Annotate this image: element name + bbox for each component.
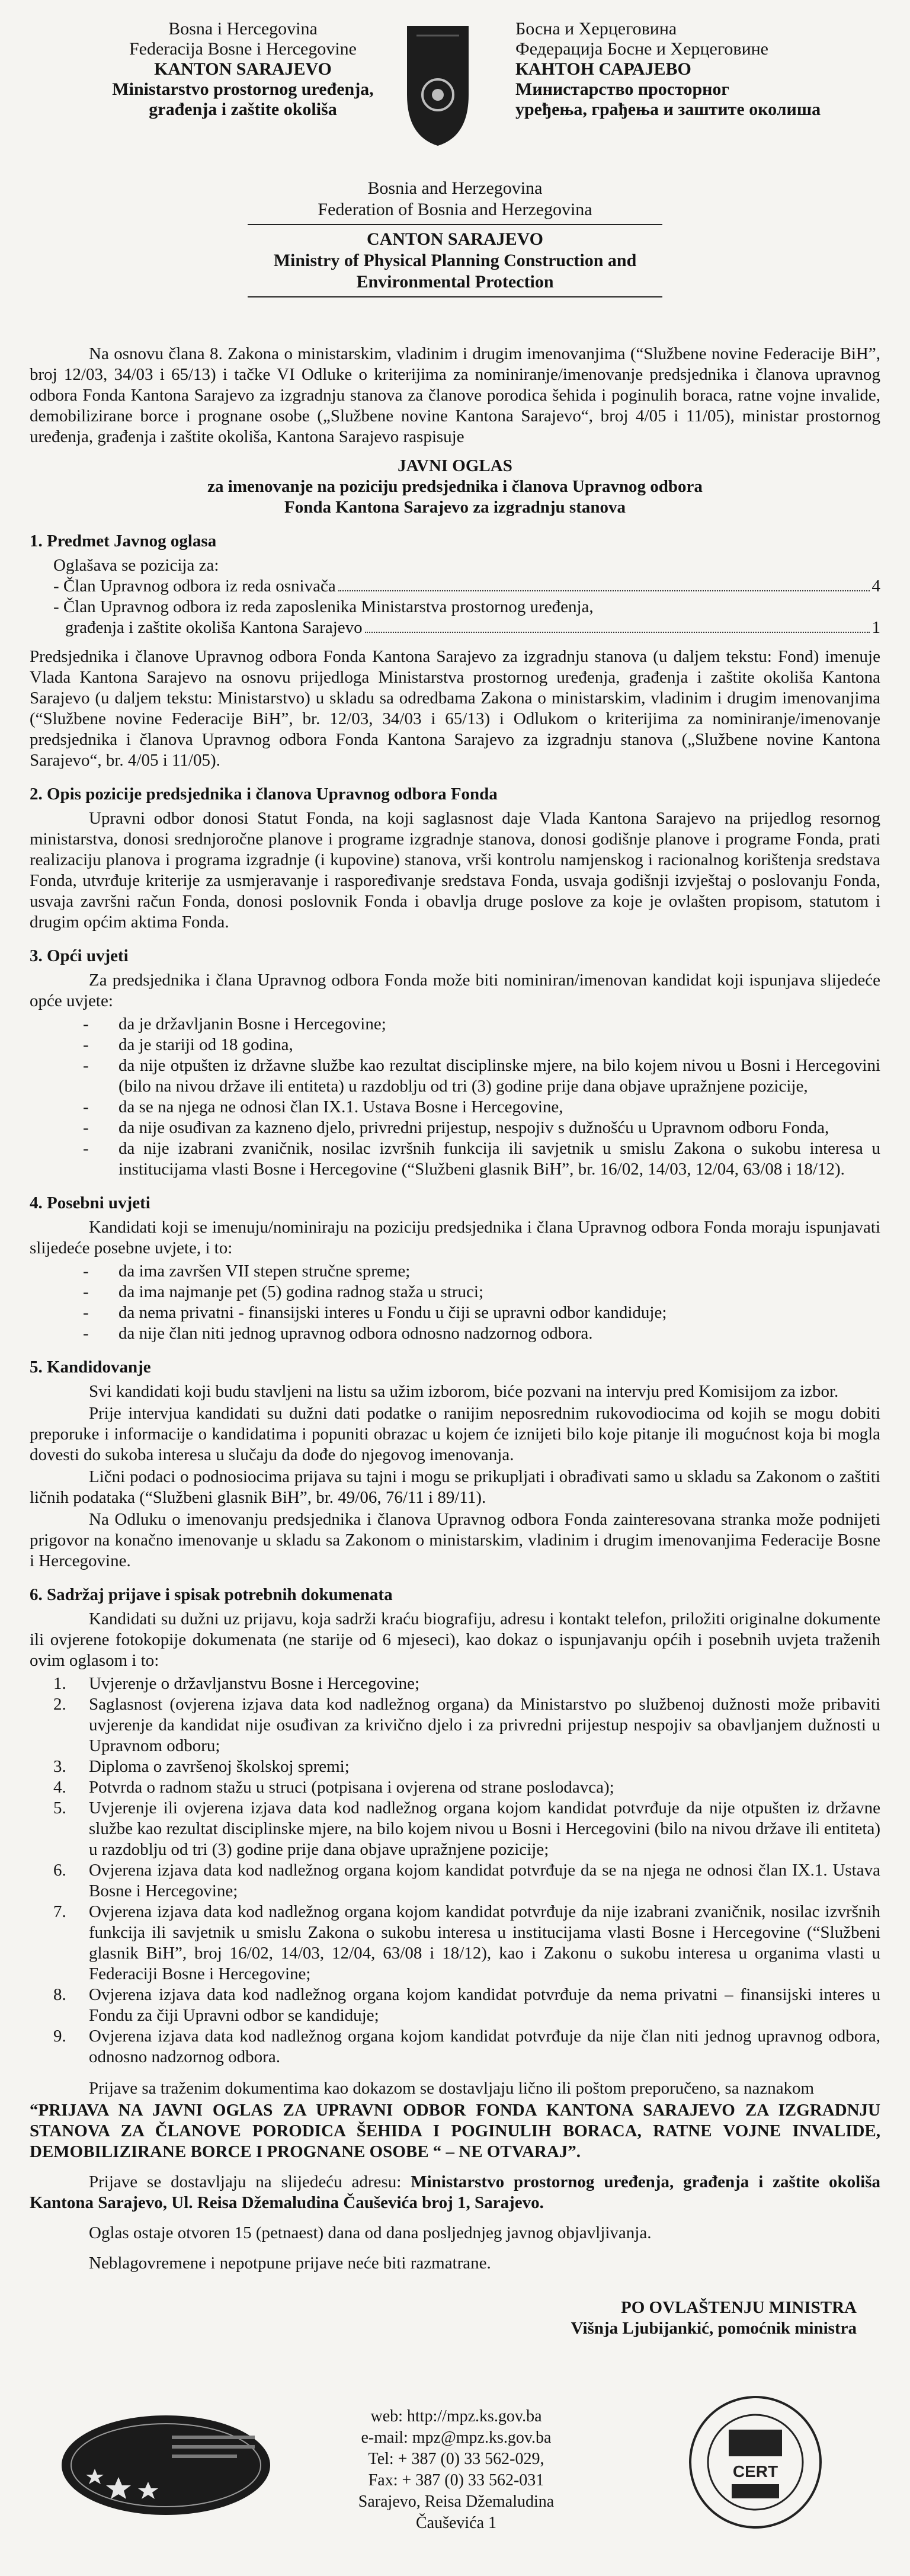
position-item — [53, 576, 880, 597]
divider — [248, 224, 662, 225]
notice-title-line: Fonda Kantona Sarajevo za izgradnju stanova — [284, 498, 626, 517]
section-paragraph: Predsjednika i članove Upravnog odbora Fonda Kantona Sarajevo za izgradnju stanova (u daljem tekstu: Fond) imenuje Vlada Kantona Sarajevo na osnovu prijedloga Ministarstva prostornog uređenja, građenja i zaštite okoliša Kantona Sarajevo (u daljem tekstu: Ministarstvo) u skladu sa odredbama Zakona o ministarskim, vladinim i drugim imenovanjima (“Službene novine Federacije BiH”, br. 12/03, 34/03 i 65/13) i Odlukom o kriterijima za nominiranje/imenovanje predsjednika i članova Upravnog odbora Fonda Kantona Sarajevo za izgradnju stanova („Službene novine Kantona Sarajevo“, br. 4/05 i 11/05). — [30, 647, 880, 770]
section-heading: 6. Sadržaj prijave i spisak potrebnih dokumenata — [30, 1585, 393, 1604]
header-line: КАНТОН САРАЈЕВО — [515, 59, 691, 79]
header-line: CANTON SARAJEVO — [366, 229, 544, 249]
header-line: уређења, грађења и заштите околиша — [515, 100, 821, 119]
header-line: KANTON SARAJEVO — [154, 59, 332, 79]
submission-label: “PRIJAVA NA JAVNI OGLAS ZA UPRAVNI ODBOR FONDA KANTONA SARAJEVO ZA IZGRADNJU STANOVA ZA ČLANOVE PORODICA ŠEHIDA I POGINULIH BORACA, RATNE VOJNE INVALIDE, DEMOBILIZIRANE BORCE I PROGNANE OSOBE “ – NE OTVARAJ”. — [30, 2101, 880, 2161]
list-item: - da ima najmanje pet (5) godina radnog staža u struci; — [83, 1282, 880, 1303]
section-heading: 5. Kandidovanje — [30, 1358, 151, 1377]
section-paragraph: Prije intervjua kandidati su dužni dati podatke o ranijim neposrednim rukovodiocima od kojih se mogu dobiti preporuke i informacije o kandidatima i popuniti obrazac u kojem će iznijeti bilo koje pitanje ili mogućnost koja bi mogla dovesti do sukoba interesa u slučaju da dođe do njegovog imenovanja. — [30, 1404, 880, 1464]
section-heading: 2. Opis pozicije predsjednika i članova Upravnog odbora Fonda — [30, 785, 498, 804]
notice-body — [30, 344, 880, 2339]
email-link[interactable]: e-mail: mpz@mpz.ks.gov.ba — [361, 2428, 552, 2447]
header-line: Ministarstvo prostornog uređenja, — [112, 79, 374, 99]
position-list — [30, 555, 880, 638]
position-count: 1 — [871, 618, 880, 637]
list-item: - da ima završen VII stepen stručne spreme; — [83, 1261, 880, 1282]
header-line: Босна и Херцеговина — [515, 19, 677, 39]
signature-line: PO OVLAŠTENJU MINISTRA — [621, 2298, 857, 2317]
section-paragraph: Svi kandidati koji budu stavljeni na listu sa užim izborom, biće pozvani na intervju pred Komisijom za izbor. — [89, 1382, 839, 1401]
list-item: - da je stariji od 18 godina, — [83, 1035, 880, 1055]
list-item: 2. Saglasnost (ovjerena izjava data kod nadležnog organa) da Ministarstvo po službenoj dužnosti može pribaviti uvjerenje da kandidat nije osuđivan za krivično djelo i za privredni prijestup nespojiv sa obavljanjem dužnosti u Upravnom odboru; — [53, 1695, 880, 1755]
section-paragraph: Lični podaci o podnosiocima prijava su tajni i mogu se prikupljati i obrađivati samo u skladu sa Zakonom o zaštiti ličnih podataka (“Službeni glasnik BiH”, br. 49/06, 76/11 i 89/11). — [30, 1467, 880, 1507]
fax: Fax: + 387 (0) 33 562-031 — [368, 2471, 544, 2489]
section-heading: 3. Opći uvjeti — [30, 946, 129, 965]
list-item: - da nije član niti jednog upravnog odbora odnosno nadzornog odbora. — [83, 1323, 880, 1344]
header-line: građenja i zaštite okoliša — [149, 100, 337, 119]
section-paragraph: Upravni odbor donosi Statut Fonda, na koji saglasnost daje Vlada Kantona Sarajevo na prijedlog resornog ministarstva, donosi srednjoročne planove i programe izgradnje stanova, donosi godišnje planove i programe Fonda, prati realizaciju planova i programa izgradnje (i kupovine) stanova, vrši kontrolu namjenskog i racionalnog korištenja sredstava Fonda, utvrđuje kriterije za usmjeravanje i raspoređivanje sredstava Fonda, usvaja godišnji izvještaj o poslovanju Fonda, usvaja završni račun Fonda, donosi poslovnik Fonda i obavlja druge poslove za koje je ovlašten propisom, statutom i drugim općim aktima Fonda. — [30, 809, 880, 932]
list-item: - da nema privatni - finansijski interes u Fondu u čiji se upravni odbor kandiduje; — [83, 1303, 880, 1323]
notice-title — [30, 456, 880, 518]
letterhead-english — [0, 178, 910, 301]
notice-title-main: JAVNI OGLAS — [398, 456, 512, 475]
list-item: 3. Diploma o završenoj školskoj spremi; — [53, 1757, 350, 1776]
list-item: - da nije izabrani zvaničnik, nosilac izvršnih funkcija ili savjetnik u smislu Zakona o sukobu interesa u institucijama vlasti Bosne i Hercegovine (“Službeni glasnik BiH”, br. 16/02, 14/03, 12/04, 63/08 i 18/12). — [83, 1138, 880, 1180]
list-item: 1. Uvjerenje o državljanstvu Bosne i Hercegovine; — [53, 1674, 420, 1693]
address: Sarajevo, Reisa Džemaludina Čauševića 1 — [358, 2492, 555, 2532]
position-label: - Član Upravnog odbora iz reda osnivača — [53, 577, 336, 596]
section-paragraph: Prijave sa traženim dokumentima kao dokazom se dostavljaju lično ili poštom preporučeno, sa naznakom — [89, 2079, 815, 2098]
letterhead-cyrillic — [515, 19, 824, 120]
header-line: Environmental Protection — [356, 272, 554, 292]
section-heading: 4. Posebni uvjeti — [30, 1193, 150, 1212]
address: Ministarstvo prostornog uređenja, građenja i zaštite okoliša Kantona Sarajevo, Ul. Reisa Džemaludina Čauševića broj 1, Sarajevo. — [30, 2172, 880, 2212]
certification-seal-icon — [687, 2394, 824, 2530]
letterhead — [0, 6, 910, 190]
web-link[interactable]: web: http://mpz.ks.gov.ba — [370, 2407, 542, 2425]
contact-block — [332, 2406, 581, 2534]
list-item: 4. Potvrda o radnom stažu u struci (potpisana i ovjerena od strane poslodavca); — [53, 1778, 614, 1797]
list-item: 9. Ovjerena izjava data kod nadležnog organa kojom kandidat potvrđuje da nije član niti jednog upravnog odbora, odnosno nadzornog odbora. — [53, 2027, 880, 2066]
section-heading: 1. Predmet Javnog oglasa — [30, 532, 217, 551]
cert-text: CERT — [732, 2462, 778, 2481]
notice-title-line: za imenovanje na poziciju predsjednika i članova Upravnog odbora — [207, 477, 703, 496]
letterhead-latin — [89, 19, 397, 120]
section-paragraph: Kandidati koji se imenuju/nominiraju na poziciju predsjednika i člana Upravnog odbora Fonda moraju ispunjavati slijedeće posebne uvjete, i to: — [30, 1218, 880, 1257]
coat-of-arms-icon — [405, 24, 471, 148]
intro-paragraph: Na osnovu člana 8. Zakona o ministarskim, vladinim i drugim imenovanjima (“Službene novine Federacije BiH”, broj 12/03, 34/03 i 65/13) i tačke VI Odluke o kriterijima za nominiranje/imenovanje predsjednika i članova upravnog odbora Fonda Kantona Sarajevo za izgradnju stanova za članove porodica šehida i poginulih boraca, ratne vojne invalide, demobilizirane borce i prognane osobe („Službene novine Kantona Sarajevo“, broj 4/05 i 11/05), ministar prostornog uređenja, građenja i zaštite okoliša, Kantona Sarajevo raspisuje — [30, 344, 880, 446]
section-paragraph: Neblagovremene i nepotpune prijave neće biti razmatrane. — [89, 2254, 491, 2273]
header-line: Федерација Босне и Херцеговине — [515, 39, 768, 59]
header-line: Federation of Bosnia and Herzegovina — [318, 200, 592, 219]
phone: Tel: + 387 (0) 33 562-029, — [368, 2450, 544, 2468]
position-lead: Oglašava se pozicija za: — [53, 556, 219, 575]
list-item: - da nije otpušten iz državne službe kao rezultat disciplinske mjere, na bilo kojem nivou u Bosni i Hercegovini (bilo na nivou države ili entiteta) u razdoblju od tri (3) godine prije dana objave upražnjene pozicije, — [83, 1055, 880, 1097]
list-item: 6. Ovjerena izjava data kod nadležnog organa kojom kandidat potvrđuje da se na njega ne odnosi član IX.1. Ustava Bosne i Hercegovine; — [53, 1861, 880, 1900]
condition-list — [83, 1014, 880, 1180]
position-label: - Član Upravnog odbora iz reda zaposlenika Ministarstva prostornog uređenja, — [53, 597, 594, 616]
list-item: 5. Uvjerenje ili ovjerena izjava data kod nadležnog organa kojom kandidat potvrđuje da nije otpušten iz državne službe kao rezultat disciplinske mjere, na bilo kojem nivou u Bosni i Hercegovini (bilo na nivou države ili entiteta) u razdoblju od tri (3) godine prije dana objave upražnjene pozicije; — [53, 1799, 880, 1859]
list-item: 7. Ovjerena izjava data kod nadležnog organa kojom kandidat potvrđuje da nije izabrani zvaničnik, nosilac izvršnih funkcija ili savjetnik u smislu Zakona o sukobu interesa u institucijama vlasti Bosne i Hercegovine (“Službeni glasnik BiH”, broj 16/02, 14/03, 12/04, 63/08 i 18/12), kao i Zakonu o sukobu interesa u organima vlasti u Federaciji Bosne i Hercegovine; — [53, 1902, 880, 1983]
award-badge-icon — [59, 2412, 273, 2519]
list-item: - da nije osuđivan za kazneno djelo, privredni prijestup, nespojiv s dužnošću u Upravnom odboru Fonda, — [83, 1118, 880, 1138]
condition-list — [83, 1261, 880, 1344]
header-line: Ministry of Physical Planning Construction and — [273, 251, 637, 270]
footer — [0, 2394, 910, 2572]
header-line: Bosna i Hercegovina — [168, 19, 318, 39]
header-line: Federacija Bosne i Hercegovine — [129, 39, 357, 59]
leader-dots — [365, 631, 870, 633]
signature-line: Višnja Ljubijankić, pomoćnik ministra — [571, 2319, 857, 2338]
list-item: - da je državljanin Bosne i Hercegovine; — [83, 1014, 880, 1035]
leader-dots — [338, 590, 870, 591]
position-label: građenja i zaštite okoliša Kantona Sarajevo — [65, 618, 363, 637]
list-item: - da se na njega ne odnosi član IX.1. Ustava Bosne i Hercegovine, — [83, 1097, 880, 1118]
position-count: 4 — [871, 577, 880, 596]
section-paragraph: Kandidati su dužni uz prijavu, koja sadrži kraću biografiju, adresu i kontakt telefon, priložiti originalne dokumente ili ovjerene fotokopije dokumenata (ne starije od 6 mjeseci), kao dokaz o ispunjavanju općih i posebnih uvjeta traženih ovim oglasom i to: — [30, 1609, 880, 1670]
section-paragraph: Oglas ostaje otvoren 15 (petnaest) dana od dana posljednjeg javnog objavljivanja. — [89, 2223, 652, 2242]
signature-block — [30, 2297, 880, 2339]
header-line: Bosnia and Herzegovina — [367, 178, 543, 198]
document-list — [53, 1673, 880, 2068]
section-paragraph: Za predsjednika i člana Upravnog odbora Fonda može biti nominiran/imenovan kandidat koji ispunjava slijedeće opće uvjete: — [30, 971, 880, 1010]
list-item: 8. Ovjerena izjava data kod nadležnog organa kojom kandidat potvrđuje da nema privatni – finansijski interes u Fondu za čiji Upravni odbor se kandiduje; — [53, 1985, 880, 2025]
divider — [248, 296, 662, 297]
header-line: Министарство просторног — [515, 79, 730, 99]
section-paragraph: Na Odluku o imenovanju predsjednika i članova Upravnog odbora Fonda zainteresovana stranka može podnijeti prigovor na konačno imenovanje u skladu sa Zakonom o ministarskim, vladinim i drugim imenovanjima Federacije Bosne i Hercegovine. — [30, 1510, 880, 1570]
position-item — [53, 617, 880, 638]
address-paragraph: Prijave se dostavljaju na slijedeću adresu: Ministarstvo prostornog uređenja, građenja i zaštite okoliša Kantona Sarajevo, Ul. Reisa Džemaludina Čauševića broj 1, Sarajevo. — [30, 2172, 880, 2212]
